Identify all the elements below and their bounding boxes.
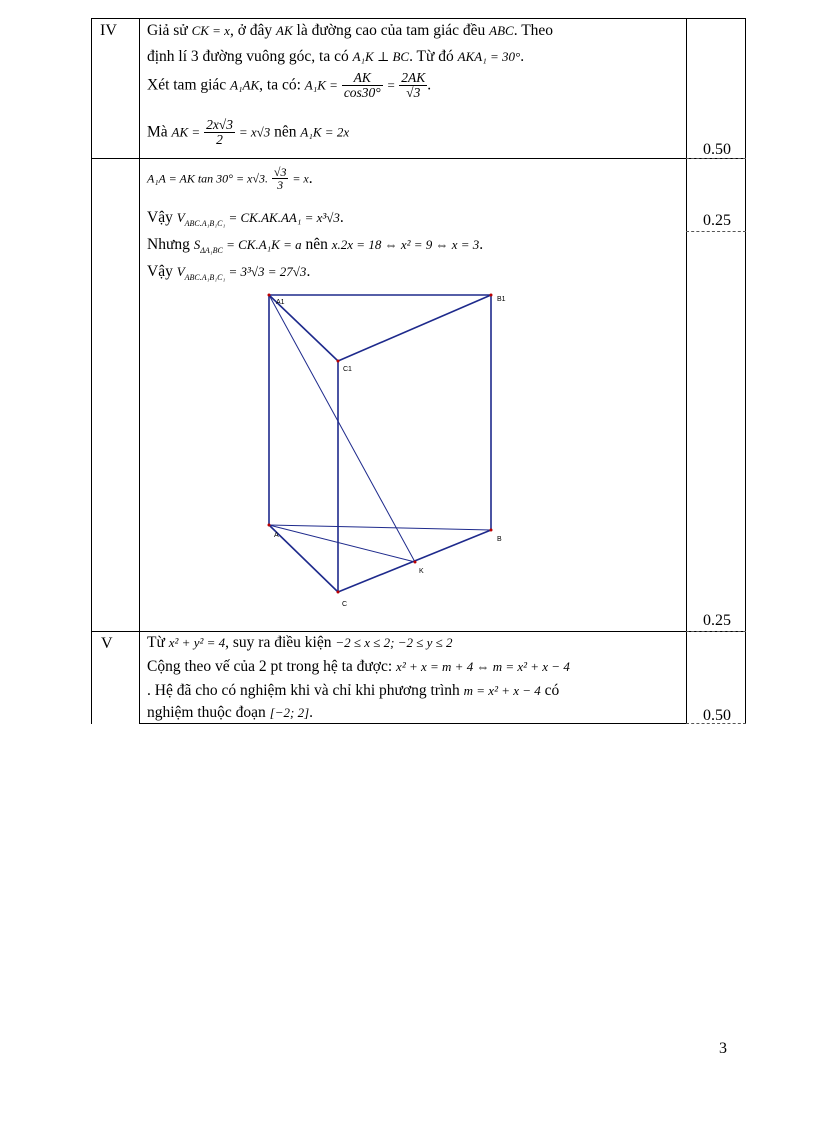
text: . (308, 169, 313, 187)
denominator: √3 (406, 84, 421, 100)
row-iv-line-4 (147, 118, 349, 146)
text: Vậy (147, 263, 177, 280)
numerator: 2x√3 (206, 117, 233, 132)
fraction-ak-cos30 (342, 71, 383, 99)
row-v-line-3 (147, 683, 559, 699)
text: . (427, 76, 432, 94)
math: V (176, 210, 185, 225)
point-b (490, 529, 493, 532)
math-subscript: ABC.A₁B₁C₁ (184, 273, 226, 283)
math: = CK.AK.AA₁ = x³√3 (225, 210, 340, 225)
math: = CK.A₁K = a (222, 237, 302, 252)
label-b: B (497, 536, 502, 543)
text: Từ (147, 634, 169, 651)
text: . (309, 704, 314, 721)
table-top-border-right (686, 18, 746, 19)
score-dash-2 (686, 231, 746, 232)
row-v-line-4 (147, 705, 313, 721)
math: A₁AK (230, 77, 260, 93)
table-left-border (91, 18, 92, 724)
score-row-iv2-b: 0.25 (703, 612, 731, 629)
math: = (386, 77, 396, 93)
math: CK = x (191, 23, 230, 38)
text: Mà (147, 123, 172, 141)
row-iv-line-3 (147, 71, 431, 99)
numerator: AK (342, 71, 383, 86)
math: A₁K = 2x (300, 124, 350, 140)
text: nên (301, 236, 332, 253)
math-angle: AKA₁ = 30° (457, 49, 521, 64)
text: , ta có: (259, 76, 305, 94)
score-row-iv2-a: 0.25 (703, 212, 731, 229)
label-a: A (274, 532, 279, 539)
point-c (337, 591, 340, 594)
label-c1: C1 (343, 366, 352, 373)
row-iv-line-1 (147, 23, 553, 39)
numerator: √3 (273, 165, 287, 179)
text: Nhưng (147, 236, 194, 253)
math: m = x² + x − 4 (463, 683, 541, 698)
math: V (176, 264, 185, 279)
fraction-sqrt3-3 (272, 166, 289, 191)
label-a1: A1 (276, 299, 285, 306)
text: nghiệm thuộc đoạn (147, 704, 270, 721)
text: Cộng theo vế của 2 pt trong hệ ta được: (147, 658, 397, 675)
point-a1 (268, 294, 271, 297)
score-row-v: 0.50 (703, 707, 731, 724)
math: S (193, 237, 201, 252)
math: A₁K ⊥ BC (352, 49, 410, 64)
label-k: K (419, 568, 424, 575)
text: . (306, 263, 311, 280)
math: AK = (171, 124, 201, 140)
text: . (339, 209, 344, 226)
edge-a-k (269, 525, 415, 562)
label-b1: B1 (497, 296, 506, 303)
page-number: 3 (719, 1040, 727, 1057)
point-b1 (490, 294, 493, 297)
row-v-line-1 (147, 635, 453, 651)
row-v-line-2 (147, 659, 570, 675)
math: = x (292, 171, 309, 186)
content-bottom-border (139, 723, 687, 724)
fraction-2xsqrt3-2 (204, 118, 235, 146)
math: ABC (489, 23, 514, 38)
row-divider-2 (91, 631, 746, 632)
math: x² + y² = 4 (168, 635, 226, 650)
denominator: 2 (216, 131, 223, 147)
text: . Từ đó (409, 48, 458, 65)
denominator: cos30° (343, 84, 381, 100)
table-col-divider-1 (139, 18, 140, 724)
text: , suy ra điều kiện (225, 634, 336, 651)
row-iv2-line-4 (147, 264, 310, 282)
row-iv2-line-3 (147, 237, 483, 255)
math-subscript: ΔA₁BC (200, 246, 223, 256)
table-right-border (745, 18, 746, 724)
math: x.2x = 18 ⇔ x² = 9 ⇔ x = 3 (331, 237, 480, 252)
row-label-v: V (101, 635, 113, 652)
edge-a-b (269, 525, 491, 530)
text: . Hệ đã cho có nghiệm khi và chỉ khi phương trình (147, 682, 464, 699)
text: nên (270, 123, 301, 141)
row-divider-1 (91, 158, 746, 159)
math: = 3³√3 = 27√3 (225, 264, 307, 279)
text: . (479, 236, 484, 253)
text: định lí 3 đường vuông góc, ta có (147, 48, 353, 65)
label-c: C (342, 601, 348, 608)
math: −2 ≤ x ≤ 2; −2 ≤ y ≤ 2 (335, 635, 453, 650)
text: . Theo (513, 22, 554, 39)
row-iv2-line-1 (147, 166, 313, 191)
math: A₁K = (304, 77, 338, 93)
edge-c-b (338, 530, 491, 592)
point-c1 (337, 360, 340, 363)
edge-a1-k (269, 295, 415, 562)
denominator: 3 (277, 178, 284, 192)
text: có (540, 682, 560, 699)
math: A₁A = AK tan 30° = x√3. (147, 171, 268, 186)
text: Giả sử (147, 22, 192, 39)
math: = x√3 (238, 124, 271, 140)
point-a (268, 524, 271, 527)
numerator: 2AK (401, 70, 426, 85)
math: [−2; 2] (269, 705, 310, 720)
edge-a-c (269, 525, 338, 592)
table-top-border (91, 18, 690, 19)
text: . (520, 48, 525, 65)
text: Xét tam giác (147, 76, 231, 94)
fraction-2ak-sqrt3 (399, 71, 427, 99)
edge-a1-c1 (269, 295, 338, 361)
point-k (414, 561, 417, 564)
math: x² + x = m + 4 ⇔ m = x² + x − 4 (396, 659, 570, 674)
text: , ở đây (229, 22, 277, 39)
edge-c1-b1 (338, 295, 491, 361)
score-dash-3 (686, 631, 746, 632)
row-label-iv: IV (100, 22, 117, 39)
table-col-divider-2 (686, 18, 687, 724)
row-iv2-line-2 (147, 210, 344, 228)
score-row-iv: 0.50 (703, 141, 731, 158)
row-iv-line-2 (147, 49, 524, 65)
math: AK (276, 23, 293, 38)
math-subscript: ABC.A₁B₁C₁ (184, 219, 226, 229)
text: là đường cao của tam giác đều (292, 22, 490, 39)
text: Vậy (147, 209, 177, 226)
